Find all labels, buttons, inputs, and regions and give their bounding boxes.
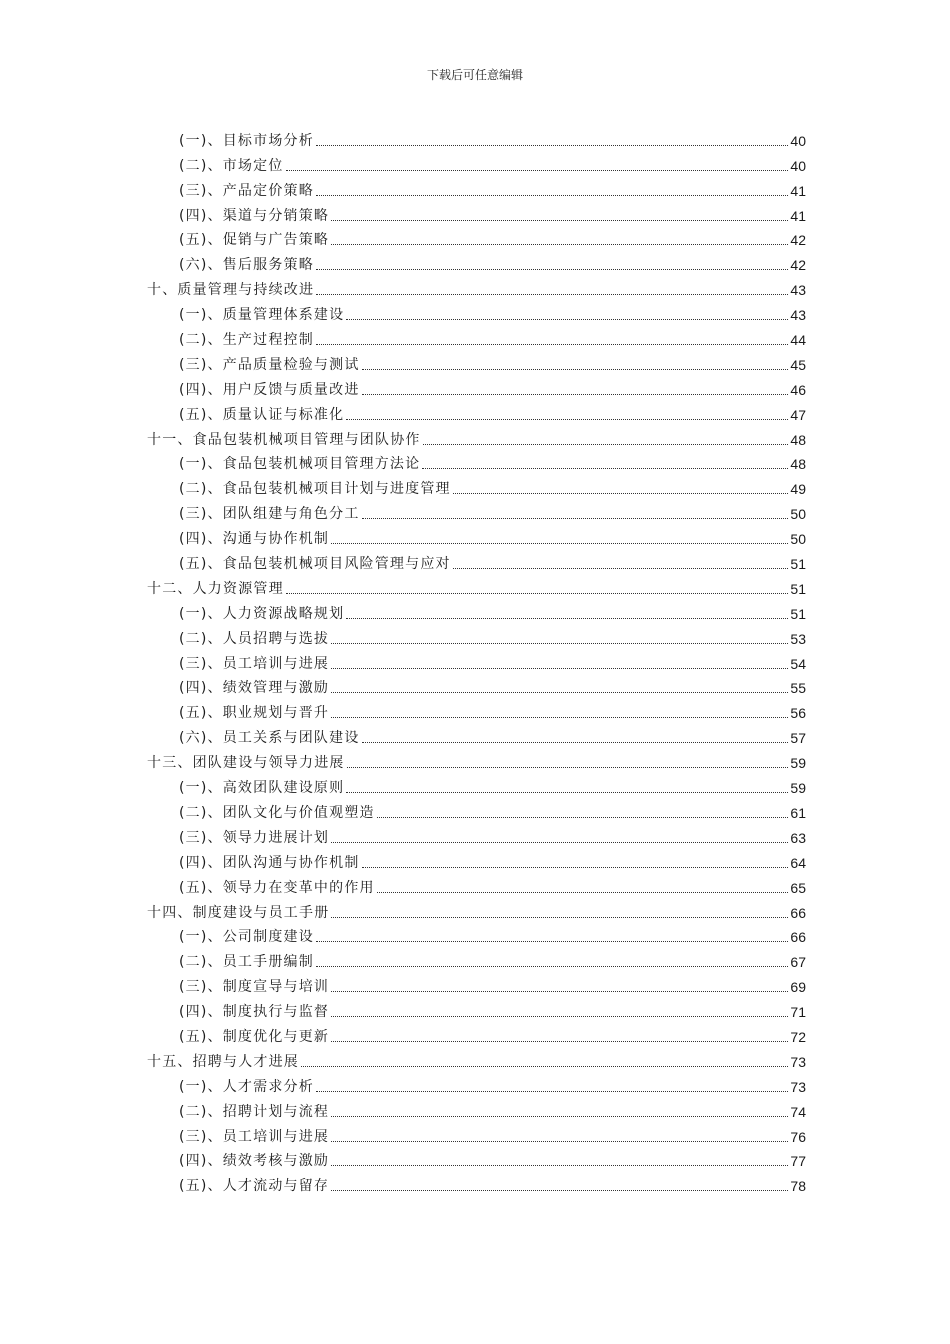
toc-dot-leader — [331, 1016, 788, 1017]
toc-entry-title: (一)、目标市场分析 — [179, 132, 314, 149]
toc-dot-leader — [347, 767, 789, 768]
toc-section-entry[interactable] — [147, 623, 806, 648]
toc-section-entry[interactable] — [147, 150, 806, 175]
toc-dot-leader — [331, 1041, 788, 1042]
toc-entry-title: 十四、制度建设与员工手册 — [147, 904, 330, 921]
toc-entry-title: (二)、人员招聘与选拔 — [179, 630, 330, 647]
toc-entry-title: (一)、公司制度建设 — [179, 929, 314, 946]
toc-entry-page-number: 43 — [790, 307, 806, 324]
toc-entry-page-number: 55 — [790, 680, 806, 697]
toc-entry-title: (三)、制度宣导与培训 — [179, 979, 330, 996]
toc-entry-page-number: 50 — [790, 506, 806, 523]
toc-entry-title: (三)、产品定价策略 — [179, 182, 314, 199]
toc-entry-page-number: 46 — [790, 381, 806, 398]
toc-entry-title: (四)、绩效考核与激励 — [179, 1153, 330, 1170]
toc-entry-page-number: 66 — [790, 904, 806, 921]
toc-section-entry[interactable] — [147, 922, 806, 947]
toc-dot-leader — [331, 220, 788, 221]
toc-section-entry[interactable] — [147, 324, 806, 349]
toc-entry-page-number: 64 — [790, 854, 806, 871]
toc-entry-page-number: 61 — [790, 804, 806, 821]
toc-chapter-entry[interactable] — [147, 897, 806, 922]
toc-dot-leader — [316, 344, 788, 345]
toc-section-entry[interactable] — [147, 349, 806, 374]
toc-section-entry[interactable] — [147, 697, 806, 722]
toc-entry-page-number: 66 — [790, 929, 806, 946]
toc-entry-title: (四)、制度执行与监督 — [179, 1004, 330, 1021]
toc-entry-title: (三)、员工培训与进展 — [179, 1128, 330, 1145]
toc-section-entry[interactable] — [147, 125, 806, 150]
toc-section-entry[interactable] — [147, 1146, 806, 1171]
toc-dot-leader — [346, 319, 788, 320]
toc-entry-page-number: 73 — [790, 1078, 806, 1095]
toc-section-entry[interactable] — [147, 175, 806, 200]
toc-entry-title: (五)、职业规划与晋升 — [179, 705, 330, 722]
toc-entry-page-number: 51 — [790, 580, 806, 597]
toc-entry-page-number: 73 — [790, 1053, 806, 1070]
toc-section-entry[interactable] — [147, 399, 806, 424]
toc-entry-page-number: 43 — [790, 282, 806, 299]
toc-entry-title: (一)、质量管理体系建设 — [179, 307, 345, 324]
toc-entry-title: 十五、招聘与人才进展 — [147, 1053, 299, 1070]
toc-entry-title: (四)、绩效管理与激励 — [179, 680, 330, 697]
toc-dot-leader — [331, 1116, 788, 1117]
toc-section-entry[interactable] — [147, 872, 806, 897]
toc-dot-leader — [331, 717, 788, 718]
toc-entry-page-number: 50 — [790, 531, 806, 548]
toc-entry-title: (五)、食品包装机械项目风险管理与应对 — [179, 556, 451, 573]
toc-dot-leader — [331, 1141, 788, 1142]
toc-entry-title: (一)、人才需求分析 — [179, 1078, 314, 1095]
toc-dot-leader — [422, 468, 788, 469]
toc-dot-leader — [453, 568, 789, 569]
toc-entry-page-number: 51 — [790, 605, 806, 622]
toc-section-entry[interactable] — [147, 449, 806, 474]
toc-dot-leader — [286, 593, 789, 594]
toc-entry-title: (三)、领导力进展计划 — [179, 829, 330, 846]
toc-dot-leader — [362, 518, 789, 519]
toc-dot-leader — [316, 145, 788, 146]
toc-entry-title: (三)、产品质量检验与测试 — [179, 356, 360, 373]
toc-section-entry[interactable] — [147, 200, 806, 225]
toc-dot-leader — [316, 966, 788, 967]
toc-entry-title: (四)、渠道与分销策略 — [179, 207, 330, 224]
toc-dot-leader — [377, 892, 789, 893]
toc-dot-leader — [346, 419, 788, 420]
toc-dot-leader — [346, 618, 788, 619]
toc-entry-page-number: 41 — [790, 207, 806, 224]
toc-entry-title: (六)、员工关系与团队建设 — [179, 730, 360, 747]
toc-section-entry[interactable] — [147, 1071, 806, 1096]
toc-chapter-entry[interactable] — [147, 424, 806, 449]
toc-entry-title: (五)、质量认证与标准化 — [179, 406, 345, 423]
toc-section-entry[interactable] — [147, 722, 806, 747]
toc-dot-leader — [331, 668, 788, 669]
toc-entry-title: (一)、高效团队建设原则 — [179, 780, 345, 797]
toc-dot-leader — [377, 817, 789, 818]
toc-entry-title: (二)、团队文化与价值观塑造 — [179, 804, 375, 821]
toc-section-entry[interactable] — [147, 249, 806, 274]
toc-entry-page-number: 77 — [790, 1153, 806, 1170]
toc-entry-page-number: 65 — [790, 879, 806, 896]
toc-entry-page-number: 54 — [790, 655, 806, 672]
toc-section-entry[interactable] — [147, 1096, 806, 1121]
toc-entry-page-number: 69 — [790, 979, 806, 996]
toc-entry-page-number: 42 — [790, 232, 806, 249]
toc-dot-leader — [331, 244, 788, 245]
toc-dot-leader — [316, 1091, 788, 1092]
toc-section-entry[interactable] — [147, 971, 806, 996]
toc-dot-leader — [286, 170, 789, 171]
toc-entry-title: 十一、食品包装机械项目管理与团队协作 — [147, 431, 421, 448]
toc-entry-title: (一)、人力资源战略规划 — [179, 605, 345, 622]
toc-entry-page-number: 78 — [790, 1178, 806, 1195]
toc-entry-page-number: 67 — [790, 954, 806, 971]
toc-section-entry[interactable] — [147, 598, 806, 623]
toc-entry-title: (二)、食品包装机械项目计划与进度管理 — [179, 481, 451, 498]
toc-entry-title: 十三、团队建设与领导力进展 — [147, 755, 345, 772]
page-header: 下载后可任意编辑 — [426, 68, 523, 82]
toc-section-entry[interactable] — [147, 374, 806, 399]
toc-chapter-entry[interactable] — [147, 1046, 806, 1071]
toc-section-entry[interactable] — [147, 1021, 806, 1046]
toc-section-entry[interactable] — [147, 1170, 806, 1195]
toc-dot-leader — [362, 742, 789, 743]
toc-section-entry[interactable] — [147, 996, 806, 1021]
toc-dot-leader — [316, 195, 788, 196]
toc-section-entry[interactable] — [147, 772, 806, 797]
toc-entry-page-number: 63 — [790, 829, 806, 846]
toc-dot-leader — [362, 394, 789, 395]
toc-dot-leader — [331, 917, 788, 918]
toc-entry-title: (四)、用户反馈与质量改进 — [179, 381, 360, 398]
toc-dot-leader — [346, 792, 788, 793]
toc-section-entry[interactable] — [147, 225, 806, 250]
toc-section-entry[interactable] — [147, 847, 806, 872]
toc-entry-title: (四)、沟通与协作机制 — [179, 531, 330, 548]
toc-entry-title: (二)、市场定位 — [179, 157, 284, 174]
toc-dot-leader — [331, 1190, 788, 1191]
toc-section-entry[interactable] — [147, 523, 806, 548]
toc-entry-page-number: 45 — [790, 356, 806, 373]
toc-entry-title: (二)、生产过程控制 — [179, 332, 314, 349]
toc-entry-title: 十、质量管理与持续改进 — [147, 282, 315, 299]
table-of-contents — [147, 125, 806, 1195]
toc-entry-title: (六)、售后服务策略 — [179, 257, 314, 274]
toc-chapter-entry[interactable] — [147, 573, 806, 598]
toc-entry-page-number: 48 — [790, 431, 806, 448]
toc-entry-page-number: 49 — [790, 481, 806, 498]
toc-entry-page-number: 76 — [790, 1128, 806, 1145]
toc-entry-page-number: 56 — [790, 705, 806, 722]
toc-section-entry[interactable] — [147, 946, 806, 971]
toc-dot-leader — [423, 444, 789, 445]
toc-entry-page-number: 42 — [790, 257, 806, 274]
toc-dot-leader — [331, 1165, 788, 1166]
toc-dot-leader — [316, 294, 788, 295]
toc-dot-leader — [301, 1066, 788, 1067]
toc-entry-page-number: 41 — [790, 182, 806, 199]
toc-section-entry[interactable] — [147, 473, 806, 498]
toc-dot-leader — [331, 543, 788, 544]
toc-dot-leader — [316, 941, 788, 942]
toc-section-entry[interactable] — [147, 648, 806, 673]
toc-entry-page-number: 74 — [790, 1103, 806, 1120]
toc-entry-page-number: 47 — [790, 406, 806, 423]
toc-entry-title: 十二、人力资源管理 — [147, 580, 284, 597]
toc-entry-title: (三)、团队组建与角色分工 — [179, 506, 360, 523]
toc-entry-title: (二)、招聘计划与流程 — [179, 1103, 330, 1120]
toc-section-entry[interactable] — [147, 498, 806, 523]
toc-entry-title: (五)、促销与广告策略 — [179, 232, 330, 249]
toc-section-entry[interactable] — [147, 797, 806, 822]
toc-entry-page-number: 57 — [790, 730, 806, 747]
toc-entry-title: (五)、领导力在变革中的作用 — [179, 879, 375, 896]
toc-entry-page-number: 72 — [790, 1028, 806, 1045]
toc-dot-leader — [362, 369, 789, 370]
toc-entry-title: (五)、制度优化与更新 — [179, 1028, 330, 1045]
toc-entry-page-number: 40 — [790, 157, 806, 174]
toc-section-entry[interactable] — [147, 822, 806, 847]
toc-chapter-entry[interactable] — [147, 274, 806, 299]
toc-entry-page-number: 48 — [790, 456, 806, 473]
toc-entry-page-number: 53 — [790, 630, 806, 647]
toc-entry-title: (二)、员工手册编制 — [179, 954, 314, 971]
toc-section-entry[interactable] — [147, 673, 806, 698]
toc-chapter-entry[interactable] — [147, 747, 806, 772]
toc-dot-leader — [331, 842, 788, 843]
toc-dot-leader — [331, 991, 788, 992]
toc-entry-page-number: 40 — [790, 132, 806, 149]
toc-entry-title: (四)、团队沟通与协作机制 — [179, 854, 360, 871]
toc-entry-page-number: 59 — [790, 755, 806, 772]
toc-entry-title: (三)、员工培训与进展 — [179, 655, 330, 672]
toc-dot-leader — [316, 269, 788, 270]
toc-section-entry[interactable] — [147, 548, 806, 573]
toc-entry-page-number: 44 — [790, 332, 806, 349]
toc-dot-leader — [453, 493, 789, 494]
toc-entry-title: (五)、人才流动与留存 — [179, 1178, 330, 1195]
toc-dot-leader — [331, 692, 788, 693]
toc-section-entry[interactable] — [147, 1121, 806, 1146]
toc-dot-leader — [362, 867, 789, 868]
toc-entry-title: (一)、食品包装机械项目管理方法论 — [179, 456, 421, 473]
toc-dot-leader — [331, 643, 788, 644]
toc-entry-page-number: 71 — [790, 1004, 806, 1021]
toc-entry-page-number: 51 — [790, 556, 806, 573]
toc-section-entry[interactable] — [147, 299, 806, 324]
toc-entry-page-number: 59 — [790, 780, 806, 797]
